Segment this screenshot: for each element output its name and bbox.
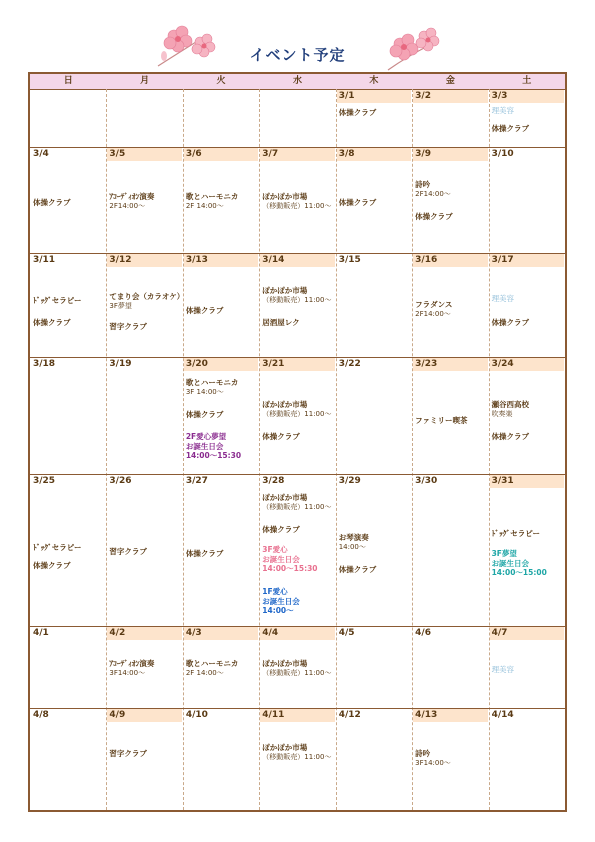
- day-number: 3/9: [413, 148, 487, 161]
- event-entry: [262, 743, 331, 762]
- day-number: 3/24: [490, 358, 564, 371]
- calendar-day-cell[interactable]: [337, 254, 411, 356]
- event-entry: [262, 587, 300, 616]
- day-number: 4/9: [107, 709, 181, 722]
- event-line: お琴演奏: [338, 533, 369, 542]
- event-line: 3F夢望: [491, 549, 517, 558]
- day-number: 3/1: [337, 90, 411, 103]
- event-line: 居酒屋レク: [262, 318, 300, 327]
- event-line: お誕生日会: [185, 441, 224, 451]
- day-number: 3/30: [415, 476, 438, 486]
- event-line: 3F夢望: [109, 301, 132, 310]
- event-line: 14:00〜15:30: [185, 451, 242, 460]
- event-line: 体操クラブ: [262, 432, 300, 441]
- event-line: ファミリー喫茶: [415, 416, 468, 425]
- event-entry: [262, 545, 317, 574]
- event-line: 体操クラブ: [491, 432, 530, 441]
- event-entry: [339, 533, 369, 552]
- day-number: 4/5: [338, 628, 355, 638]
- event-line: （移動販売）11:00〜: [262, 668, 332, 677]
- event-entry: [492, 432, 530, 442]
- day-number: 4/14: [491, 710, 514, 720]
- event-entry: [33, 318, 71, 328]
- calendar-day-cell[interactable]: [260, 254, 334, 356]
- day-number: 4/10: [185, 710, 208, 720]
- event-entry: [262, 432, 300, 442]
- event-entry: [109, 292, 184, 311]
- event-entry: [109, 749, 147, 759]
- day-number: 3/12: [107, 254, 181, 267]
- calendar-day-cell[interactable]: [107, 90, 181, 146]
- calendar-day-cell[interactable]: [31, 475, 105, 625]
- event-line: 理美容: [491, 294, 515, 303]
- event-line: てまり会（カラオケ）: [109, 292, 185, 301]
- calendar-day-cell[interactable]: [184, 709, 258, 811]
- day-number: 3/8: [337, 148, 411, 161]
- event-line: （移動販売）11:00〜: [262, 752, 332, 761]
- event-entry: [492, 549, 547, 578]
- day-number: 3/28: [262, 476, 285, 486]
- event-line: お誕生日会: [262, 596, 300, 606]
- calendar-day-cell[interactable]: [490, 627, 564, 707]
- day-number: 3/22: [338, 359, 361, 369]
- event-entry: [186, 378, 239, 397]
- event-line: 14:00〜: [262, 606, 294, 615]
- calendar-day-cell[interactable]: [413, 90, 487, 146]
- event-line: 体操クラブ: [338, 108, 377, 117]
- weekday-header: [30, 74, 565, 90]
- calendar-day-cell[interactable]: [413, 627, 487, 707]
- page-title: イベント予定: [249, 46, 346, 64]
- event-line: 歌とハーモニカ: [185, 378, 239, 387]
- calendar-day-cell[interactable]: [31, 148, 105, 252]
- day-number: 3/29: [338, 476, 361, 486]
- weekday-label: 土: [522, 76, 532, 86]
- event-line: 2F14:00〜: [415, 309, 451, 318]
- event-line: 習字クラブ: [109, 322, 147, 331]
- event-line: 体操クラブ: [491, 318, 530, 327]
- event-line: 体操クラブ: [338, 565, 377, 574]
- event-entry: [109, 322, 147, 332]
- event-line: ぽかぽか市場: [262, 400, 308, 409]
- event-line: 歌とハーモニカ: [185, 659, 239, 668]
- calendar-day-cell[interactable]: [184, 475, 258, 625]
- event-line: ぽかぽか市場: [262, 493, 308, 502]
- event-line: ぽかぽか市場: [262, 286, 308, 295]
- day-number: 3/27: [185, 476, 208, 486]
- event-line: 習字クラブ: [109, 547, 147, 556]
- event-entry: [186, 659, 239, 678]
- event-line: （移動販売）11:00〜: [262, 295, 332, 304]
- calendar-day-cell[interactable]: [260, 475, 334, 625]
- event-entry: [262, 318, 299, 328]
- event-line: 2F 14:00〜: [185, 668, 224, 677]
- weekday-label: 木: [369, 76, 379, 86]
- event-entry: [492, 124, 530, 134]
- day-number: 3/21: [260, 358, 334, 371]
- calendar-day-cell[interactable]: [413, 475, 487, 625]
- calendar-day-cell[interactable]: [490, 709, 564, 811]
- event-line: ﾄﾞｯｸﾞセラピー: [33, 543, 82, 552]
- day-number: 4/1: [33, 628, 49, 638]
- day-number: 3/6: [184, 148, 258, 161]
- event-line: 3F14:00〜: [415, 758, 451, 767]
- event-entry: [262, 659, 331, 678]
- calendar-day-cell[interactable]: [107, 254, 185, 356]
- event-entry: [262, 400, 331, 419]
- calendar-day-cell[interactable]: [337, 148, 411, 252]
- event-line: お誕生日会: [491, 558, 530, 568]
- day-number: 3/18: [33, 359, 56, 369]
- calendar-day-cell[interactable]: [337, 358, 411, 473]
- event-entry: [109, 192, 154, 211]
- day-number: 4/3: [184, 627, 258, 640]
- day-number: 3/16: [413, 254, 487, 267]
- event-line: 14:00〜15:00: [491, 568, 547, 577]
- event-line: （移動販売）11:00〜: [262, 409, 332, 418]
- event-line: 体操クラブ: [491, 124, 530, 133]
- event-line: 詩吟: [415, 180, 431, 189]
- calendar-day-cell[interactable]: [107, 475, 181, 625]
- event-entry: [492, 529, 540, 539]
- day-number: 4/12: [338, 710, 361, 720]
- day-number: 3/26: [109, 476, 132, 486]
- event-line: 体操クラブ: [33, 318, 71, 327]
- event-entry: [33, 543, 81, 553]
- event-entry: [109, 547, 147, 557]
- calendar-day-cell[interactable]: [337, 709, 411, 811]
- event-entry: [415, 180, 451, 199]
- event-line: 吹奏楽: [491, 409, 513, 418]
- event-line: ぽかぽか市場: [262, 743, 308, 752]
- event-entry: [186, 192, 239, 211]
- event-entry: [415, 749, 451, 768]
- event-entry: [262, 493, 331, 512]
- day-number: 3/4: [33, 149, 49, 159]
- calendar-day-cell[interactable]: [31, 90, 105, 146]
- event-line: お誕生日会: [262, 554, 300, 564]
- calendar-day-cell[interactable]: [413, 709, 487, 811]
- event-line: 理美容: [491, 665, 515, 674]
- calendar-day-cell[interactable]: [31, 627, 105, 707]
- calendar-day-cell[interactable]: [184, 627, 258, 707]
- event-entry: [186, 549, 224, 559]
- calendar-day-cell[interactable]: [490, 358, 564, 473]
- event-line: （移動販売）11:00〜: [262, 201, 332, 210]
- day-number: 3/17: [490, 254, 564, 267]
- calendar-day-cell[interactable]: [260, 709, 334, 811]
- event-entry: [492, 665, 515, 675]
- calendar-day-cell[interactable]: [107, 358, 181, 473]
- day-number: 3/13: [184, 254, 258, 267]
- event-entry: [262, 192, 331, 211]
- event-line: ぽかぽか市場: [262, 192, 308, 201]
- event-line: 体操クラブ: [338, 198, 377, 207]
- calendar-day-cell[interactable]: [490, 90, 564, 146]
- calendar-day-cell[interactable]: [184, 254, 258, 356]
- event-line: フラダンス: [415, 300, 453, 309]
- calendar-day-cell[interactable]: [490, 475, 564, 625]
- weekday-label: 火: [216, 76, 226, 86]
- day-number: 4/11: [260, 709, 334, 722]
- event-entry: [109, 659, 154, 678]
- event-entry: [33, 198, 71, 208]
- day-number: 3/10: [491, 149, 514, 159]
- day-number: 4/7: [490, 627, 564, 640]
- event-entry: [492, 294, 515, 304]
- event-entry: [262, 286, 331, 305]
- event-line: 2F14:00〜: [109, 201, 146, 210]
- day-number: 4/6: [415, 628, 431, 638]
- event-entry: [186, 410, 224, 420]
- calendar-day-cell[interactable]: [413, 254, 487, 356]
- calendar-grid: [28, 72, 567, 812]
- calendar-day-cell[interactable]: [184, 358, 258, 473]
- calendar-day-cell[interactable]: [31, 358, 105, 473]
- calendar-day-cell[interactable]: [413, 358, 487, 473]
- calendar-day-cell[interactable]: [107, 148, 181, 252]
- day-number: 3/19: [109, 359, 132, 369]
- weekday-label: 月: [140, 76, 150, 86]
- event-entry: [186, 432, 241, 461]
- event-entry: [415, 212, 453, 222]
- event-line: 体操クラブ: [262, 525, 300, 534]
- day-number: 4/4: [260, 627, 334, 640]
- event-entry: [492, 106, 515, 116]
- event-line: 歌とハーモニカ: [185, 192, 239, 201]
- calendar-day-cell[interactable]: [31, 254, 105, 356]
- event-line: （移動販売）11:00〜: [262, 502, 332, 511]
- calendar-day-cell[interactable]: [107, 709, 181, 811]
- event-line: ﾄﾞｯｸﾞセラピー: [491, 529, 541, 538]
- weekday-label: 日: [63, 76, 73, 86]
- event-entry: [33, 296, 81, 306]
- event-line: 習字クラブ: [109, 749, 147, 758]
- calendar-day-cell[interactable]: [337, 627, 411, 707]
- event-line: 14:00〜: [338, 542, 366, 551]
- day-number: 3/25: [33, 476, 56, 486]
- calendar-day-cell[interactable]: [337, 90, 411, 146]
- page-header: [0, 0, 595, 70]
- calendar-day-cell[interactable]: [107, 627, 181, 707]
- event-entry: [492, 400, 530, 419]
- event-line: 体操クラブ: [33, 198, 71, 207]
- day-number: 3/2: [413, 90, 487, 103]
- day-number: 3/20: [184, 358, 258, 371]
- event-line: 瀬谷西高校: [491, 400, 530, 409]
- event-entry: [339, 198, 377, 208]
- calendar-day-cell[interactable]: [260, 627, 334, 707]
- event-entry: [339, 108, 377, 118]
- event-line: ｱｺｰﾃﾞｨｵﾝ演奏: [109, 659, 155, 668]
- calendar-day-cell[interactable]: [413, 148, 487, 252]
- event-entry: [492, 318, 530, 328]
- calendar-day-cell[interactable]: [184, 148, 258, 252]
- day-number: 3/5: [107, 148, 181, 161]
- event-line: 3F14:00〜: [109, 668, 146, 677]
- day-number: 3/3: [490, 90, 564, 103]
- day-number: 3/11: [33, 255, 56, 265]
- calendar-day-cell[interactable]: [490, 254, 564, 356]
- event-line: 詩吟: [415, 749, 431, 758]
- calendar-day-cell[interactable]: [260, 358, 334, 473]
- day-number: 3/23: [413, 358, 487, 371]
- event-entry: [415, 416, 467, 426]
- day-number: 3/15: [338, 255, 361, 265]
- day-number: 4/2: [107, 627, 181, 640]
- event-entry: [339, 565, 377, 575]
- day-number: 3/7: [260, 148, 334, 161]
- day-number: 4/13: [413, 709, 487, 722]
- event-entry: [262, 525, 300, 535]
- event-line: ｱｺｰﾃﾞｨｵﾝ演奏: [109, 192, 155, 201]
- calendar-day-cell[interactable]: [260, 148, 334, 252]
- event-line: ﾄﾞｯｸﾞセラピー: [33, 296, 82, 305]
- day-number: 4/8: [33, 710, 49, 720]
- event-line: 2F 14:00〜: [185, 201, 224, 210]
- event-line: 2F14:00〜: [415, 189, 451, 198]
- event-line: 2F愛心夢望: [185, 432, 227, 441]
- event-line: 理美容: [491, 106, 515, 115]
- event-line: 体操クラブ: [415, 212, 453, 221]
- event-entry: [33, 561, 71, 571]
- event-line: 14:00〜15:30: [262, 564, 318, 573]
- event-line: 体操クラブ: [185, 306, 224, 315]
- event-line: 1F愛心: [262, 587, 288, 596]
- calendar-day-cell[interactable]: [490, 148, 564, 252]
- calendar-day-cell[interactable]: [260, 90, 334, 146]
- day-number: 3/14: [260, 254, 334, 267]
- day-number: 3/31: [490, 475, 564, 488]
- event-line: ぽかぽか市場: [262, 659, 308, 668]
- weekday-label: 金: [445, 76, 455, 86]
- event-line: 体操クラブ: [185, 549, 224, 558]
- event-line: 体操クラブ: [33, 561, 71, 570]
- event-entry: [186, 306, 224, 316]
- event-line: 体操クラブ: [185, 410, 224, 419]
- calendar-day-cell[interactable]: [31, 709, 105, 811]
- weekday-label: 水: [292, 76, 302, 86]
- calendar-day-cell[interactable]: [184, 90, 258, 146]
- event-line: 3F愛心: [262, 545, 288, 554]
- event-entry: [415, 300, 452, 319]
- event-line: 3F 14:00〜: [185, 387, 224, 396]
- calendar-day-cell[interactable]: [337, 475, 411, 625]
